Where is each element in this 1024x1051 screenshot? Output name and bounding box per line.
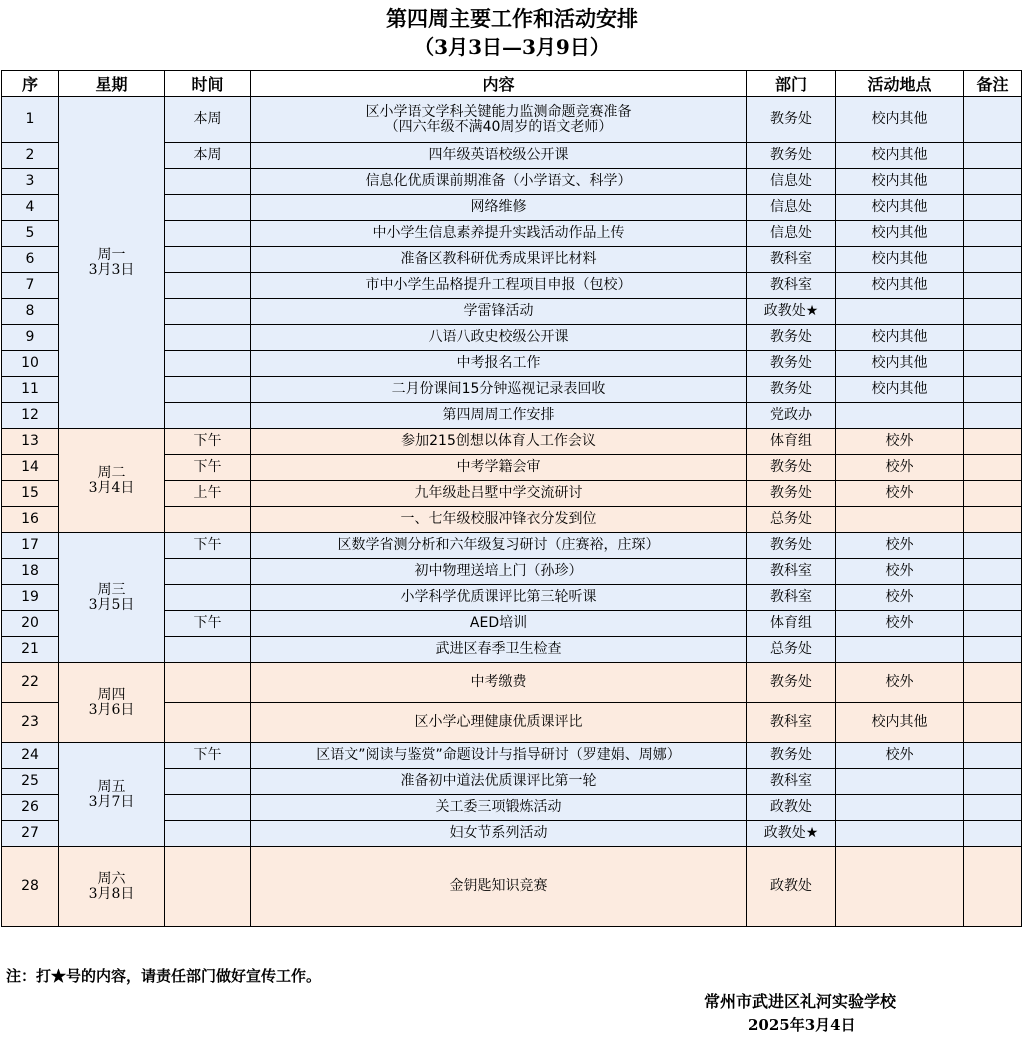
row-time	[165, 273, 251, 299]
row-time: 下午	[165, 429, 251, 455]
row-location	[836, 847, 964, 927]
row-time	[165, 195, 251, 221]
row-content: 中考缴费	[251, 663, 747, 703]
row-time: 下午	[165, 743, 251, 769]
row-location	[836, 507, 964, 533]
row-location: 校内其他	[836, 195, 964, 221]
row-seq: 20	[2, 611, 59, 637]
row-dept: 教务处	[747, 325, 836, 351]
row-seq: 16	[2, 507, 59, 533]
row-location: 校内其他	[836, 247, 964, 273]
day-name: 周三	[97, 581, 126, 598]
table-row	[2, 429, 1022, 455]
row-location: 校内其他	[836, 325, 964, 351]
row-content: 武进区春季卫生检查	[251, 637, 747, 663]
row-content: 中考报名工作	[251, 351, 747, 377]
row-dept: 教务处	[747, 481, 836, 507]
row-time	[165, 221, 251, 247]
row-remark	[964, 663, 1022, 703]
row-location	[836, 299, 964, 325]
row-time	[165, 847, 251, 927]
row-remark	[964, 611, 1022, 637]
row-remark	[964, 221, 1022, 247]
row-remark	[964, 743, 1022, 769]
row-remark	[964, 821, 1022, 847]
row-location: 校内其他	[836, 351, 964, 377]
table-row	[2, 847, 1022, 927]
row-content: 学雷锋活动	[251, 299, 747, 325]
day-date: 3月5日	[88, 596, 135, 613]
row-dept: 体育组	[747, 429, 836, 455]
header-remark: 备注	[964, 71, 1022, 97]
row-content: 金钥匙知识竞赛	[251, 847, 747, 927]
row-seq: 4	[2, 195, 59, 221]
row-time: 下午	[165, 533, 251, 559]
row-dept: 政教处★	[747, 299, 836, 325]
row-location: 校外	[836, 663, 964, 703]
day-name: 周四	[97, 686, 126, 703]
schedule-table	[1, 70, 1022, 927]
row-remark	[964, 455, 1022, 481]
row-content: 一、七年级校服冲锋衣分发到位	[251, 507, 747, 533]
row-remark	[964, 795, 1022, 821]
row-dept: 教科室	[747, 559, 836, 585]
row-time: 本周	[165, 97, 251, 143]
row-content: 网络维修	[251, 195, 747, 221]
header-seq: 序	[2, 71, 59, 97]
row-seq: 21	[2, 637, 59, 663]
row-seq: 1	[2, 97, 59, 143]
day-name: 周六	[97, 870, 126, 887]
row-location: 校外	[836, 455, 964, 481]
row-remark	[964, 507, 1022, 533]
row-dept: 教科室	[747, 585, 836, 611]
header-row	[2, 71, 1022, 97]
row-location: 校内其他	[836, 377, 964, 403]
row-seq: 2	[2, 143, 59, 169]
row-location	[836, 769, 964, 795]
row-remark	[964, 769, 1022, 795]
row-dept: 教科室	[747, 273, 836, 299]
row-time	[165, 663, 251, 703]
row-remark	[964, 169, 1022, 195]
row-location	[836, 795, 964, 821]
row-time: 本周	[165, 143, 251, 169]
day-cell-friday	[59, 743, 165, 847]
row-time: 上午	[165, 481, 251, 507]
row-seq: 3	[2, 169, 59, 195]
row-time	[165, 377, 251, 403]
row-content: 二月份课间15分钟巡视记录表回收	[251, 377, 747, 403]
row-location	[836, 821, 964, 847]
header-location: 活动地点	[836, 71, 964, 97]
row-location: 校外	[836, 429, 964, 455]
day-date: 3月4日	[88, 479, 135, 496]
row-remark	[964, 559, 1022, 585]
row-remark	[964, 97, 1022, 143]
row-content: 小学科学优质课评比第三轮听课	[251, 585, 747, 611]
row-remark	[964, 585, 1022, 611]
row-content: 区数学省测分析和六年级复习研讨（庄赛裕，庄琛）	[251, 533, 747, 559]
row-remark	[964, 195, 1022, 221]
row-time	[165, 403, 251, 429]
row-content-line1: 区小学语文学科关键能力监测命题竞赛准备	[365, 103, 632, 120]
row-remark	[964, 273, 1022, 299]
row-seq: 11	[2, 377, 59, 403]
row-seq: 6	[2, 247, 59, 273]
footer-date: 2025年3月4日	[748, 1016, 856, 1034]
row-time	[165, 299, 251, 325]
row-content: 准备区教科研优秀成果评比材料	[251, 247, 747, 273]
row-content: 区语文”阅读与鉴赏”命题设计与指导研讨（罗建娟、周娜）	[251, 743, 747, 769]
row-content: 参加215创想以体育人工作会议	[251, 429, 747, 455]
row-dept: 教务处	[747, 351, 836, 377]
row-dept: 总务处	[747, 507, 836, 533]
row-dept: 教务处	[747, 97, 836, 143]
row-location: 校外	[836, 559, 964, 585]
row-location: 校内其他	[836, 97, 964, 143]
row-content: 中考学籍会审	[251, 455, 747, 481]
table-row	[2, 663, 1022, 703]
day-cell-tuesday	[59, 429, 165, 533]
row-content: AED培训	[251, 611, 747, 637]
row-dept: 体育组	[747, 611, 836, 637]
row-location: 校外	[836, 481, 964, 507]
row-location	[836, 403, 964, 429]
row-time	[165, 559, 251, 585]
row-remark	[964, 247, 1022, 273]
row-seq: 8	[2, 299, 59, 325]
day-name: 周二	[97, 464, 126, 481]
footer-school: 常州市武进区礼河实验学校	[704, 992, 897, 1011]
row-remark	[964, 637, 1022, 663]
row-location: 校内其他	[836, 221, 964, 247]
row-seq: 12	[2, 403, 59, 429]
header-time: 时间	[165, 71, 251, 97]
row-seq: 19	[2, 585, 59, 611]
row-remark	[964, 703, 1022, 743]
row-seq: 23	[2, 703, 59, 743]
header-content: 内容	[251, 71, 747, 97]
row-time	[165, 585, 251, 611]
row-content: 准备初中道法优质课评比第一轮	[251, 769, 747, 795]
table-row	[2, 97, 1022, 143]
day-date: 3月3日	[88, 261, 135, 278]
row-dept: 政教处	[747, 795, 836, 821]
row-location: 校外	[836, 743, 964, 769]
page-title: 第四周主要工作和活动安排	[386, 6, 638, 31]
row-location: 校内其他	[836, 273, 964, 299]
row-remark	[964, 403, 1022, 429]
row-seq: 10	[2, 351, 59, 377]
row-remark	[964, 481, 1022, 507]
row-seq: 28	[2, 847, 59, 927]
day-cell-saturday	[59, 847, 165, 927]
row-dept: 信息处	[747, 195, 836, 221]
day-cell-monday	[59, 97, 165, 429]
row-remark	[964, 351, 1022, 377]
table-row	[2, 743, 1022, 769]
row-content: 关工委三项锻炼活动	[251, 795, 747, 821]
row-content: 四年级英语校级公开课	[251, 143, 747, 169]
row-dept: 教务处	[747, 663, 836, 703]
day-name: 周一	[97, 246, 126, 263]
row-dept: 教科室	[747, 247, 836, 273]
row-time	[165, 325, 251, 351]
row-location: 校内其他	[836, 169, 964, 195]
row-dept: 教务处	[747, 377, 836, 403]
row-dept: 政教处	[747, 847, 836, 927]
row-seq: 7	[2, 273, 59, 299]
row-time	[165, 703, 251, 743]
row-seq: 9	[2, 325, 59, 351]
row-remark	[964, 143, 1022, 169]
row-dept: 教务处	[747, 143, 836, 169]
row-remark	[964, 325, 1022, 351]
row-dept: 总务处	[747, 637, 836, 663]
row-content: 妇女节系列活动	[251, 821, 747, 847]
row-time	[165, 507, 251, 533]
row-seq: 18	[2, 559, 59, 585]
row-location: 校外	[836, 585, 964, 611]
row-content: 信息化优质课前期准备（小学语文、科学）	[251, 169, 747, 195]
row-dept: 教务处	[747, 533, 836, 559]
row-time	[165, 247, 251, 273]
day-cell-thursday	[59, 663, 165, 743]
day-cell-wednesday	[59, 533, 165, 663]
row-seq: 24	[2, 743, 59, 769]
row-dept: 教务处	[747, 743, 836, 769]
day-name: 周五	[97, 778, 126, 795]
row-seq: 27	[2, 821, 59, 847]
row-content-line2: （四六年级不满40周岁的语文老师）	[384, 118, 613, 135]
row-remark	[964, 847, 1022, 927]
row-time: 下午	[165, 611, 251, 637]
row-content: 八语八政史校级公开课	[251, 325, 747, 351]
row-time	[165, 637, 251, 663]
row-seq: 14	[2, 455, 59, 481]
footer-note: 注：打★号的内容，请责任部门做好宣传工作。	[6, 967, 322, 985]
row-remark	[964, 377, 1022, 403]
row-content: 区小学心理健康优质课评比	[251, 703, 747, 743]
table-row	[2, 533, 1022, 559]
row-location: 校外	[836, 533, 964, 559]
row-remark	[964, 429, 1022, 455]
row-content: 九年级赴吕墅中学交流研讨	[251, 481, 747, 507]
row-location	[836, 637, 964, 663]
row-seq: 17	[2, 533, 59, 559]
row-dept: 教务处	[747, 455, 836, 481]
row-time	[165, 769, 251, 795]
row-content: 市中小学生品格提升工程项目申报（包校）	[251, 273, 747, 299]
row-time	[165, 169, 251, 195]
day-date: 3月6日	[88, 701, 135, 718]
row-dept: 信息处	[747, 169, 836, 195]
row-time	[165, 795, 251, 821]
row-location: 校内其他	[836, 703, 964, 743]
row-time	[165, 821, 251, 847]
row-dept: 政教处★	[747, 821, 836, 847]
day-date: 3月7日	[88, 793, 135, 810]
day-date: 3月8日	[88, 885, 135, 902]
row-content: 初中物理送培上门（孙珍）	[251, 559, 747, 585]
row-dept: 教科室	[747, 769, 836, 795]
header-weekday: 星期	[59, 71, 165, 97]
row-seq: 5	[2, 221, 59, 247]
header-dept: 部门	[747, 71, 836, 97]
row-seq: 22	[2, 663, 59, 703]
row-dept: 党政办	[747, 403, 836, 429]
row-seq: 13	[2, 429, 59, 455]
row-content: 中小学生信息素养提升实践活动作品上传	[251, 221, 747, 247]
row-remark	[964, 299, 1022, 325]
row-dept: 信息处	[747, 221, 836, 247]
row-remark	[964, 533, 1022, 559]
row-seq: 25	[2, 769, 59, 795]
row-location: 校内其他	[836, 143, 964, 169]
row-seq: 15	[2, 481, 59, 507]
row-location: 校外	[836, 611, 964, 637]
row-content	[251, 97, 747, 143]
row-content: 第四周周工作安排	[251, 403, 747, 429]
row-time	[165, 351, 251, 377]
page-subtitle: （3月3日—3月9日）	[414, 35, 610, 59]
row-time: 下午	[165, 455, 251, 481]
row-seq: 26	[2, 795, 59, 821]
row-dept: 教科室	[747, 703, 836, 743]
